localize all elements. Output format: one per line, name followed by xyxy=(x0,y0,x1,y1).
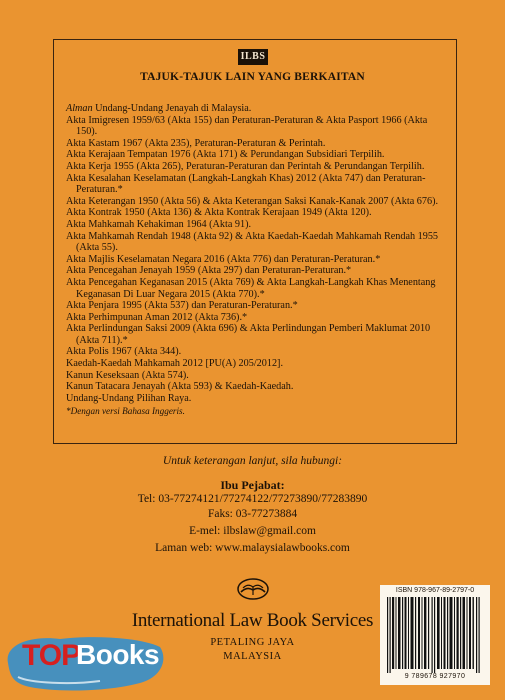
email-line: E-mel: ilbslaw@gmail.com xyxy=(189,525,316,537)
list-item: Kanun Keseksaan (Akta 574). xyxy=(66,369,189,381)
list-item-prefix: Alman xyxy=(66,103,93,114)
publisher-name: International Law Book Services xyxy=(131,610,374,631)
list-item: Akta Mahkamah Kehakiman 1964 (Akta 91). xyxy=(66,218,252,230)
list-item: Akta Kerja 1955 (Akta 265), Peraturan-Peraturan dan Perintah & Perundangan Terpilih. xyxy=(66,160,425,172)
isbn-label: ISBN 978-967-89-2797-0 xyxy=(395,587,475,594)
publisher-city: PETALING JAYA xyxy=(210,637,295,648)
list-item: Kaedah-Kaedah Mahkamah 2012 [PU(A) 205/2012]. xyxy=(66,358,283,370)
list-item: Akta Keterangan 1950 (Akta 56) & Akta Keterangan Saksi Kanak-Kanak 2007 (Akta 676). xyxy=(66,195,439,207)
telephone-line: Tel: 03-77274121/77274122/77273890/77283890 xyxy=(137,493,368,505)
list-item: Akta Kerajaan Tempatan 1976 (Akta 171) & Perundangan Subsidiari Terpilih. xyxy=(66,149,385,161)
list-item: Akta Mahkamah Rendah 1948 (Akta 92) & Akta Kaedah-Kaedah Mahkamah Rendah 1955 (Akta 55). xyxy=(66,230,439,254)
list-item: Akta Perlindungan Saksi 2009 (Akta 696) & Akta Perlindungan Pemberi Maklumat 2010 (Akta 711).* xyxy=(66,323,431,346)
list-item: Undang-Undang Pilihan Raya. xyxy=(66,392,192,404)
list-item: Akta Majlis Keselamatan Negara 2016 (Akta 776) dan Peraturan-Peraturan.* xyxy=(66,253,381,265)
list-item: Alman Undang-Undang Jenayah di Malaysia. xyxy=(66,103,252,114)
barcode-bars xyxy=(385,597,485,673)
list-item: Kanun Tatacara Jenayah (Akta 593) & Kaedah-Kaedah. xyxy=(66,381,294,393)
website-line: Laman web: www.malaysialawbooks.com xyxy=(155,542,350,554)
list-item: Akta Polis 1967 (Akta 344). xyxy=(66,346,182,358)
fax-line: Faks: 03-77273884 xyxy=(207,508,298,520)
barcode-digits: 9 789678 927970 xyxy=(404,673,466,680)
list-item: Akta Imigresen 1959/63 (Akta 155) dan Peraturan-Peraturan & Akta Pasport 1966 (Akta 150). xyxy=(66,114,428,138)
list-item: Akta Perhimpunan Aman 2012 (Akta 736).* xyxy=(66,311,248,323)
topbooks-watermark xyxy=(0,633,170,695)
list-item: Akta Pencegahan Keganasan 2015 (Akta 769) & Akta Langkah-Langkah Khas Menentang Keganasan Di Luar Negara 2015 (Akta 770).* xyxy=(66,276,436,300)
section-title: TAJUK-TAJUK LAIN YANG BERKAITAN xyxy=(140,71,365,83)
list-item: Akta Pencegahan Jenayah 1959 (Akta 297) dan Peraturan-Peraturan.* xyxy=(66,265,352,277)
open-book-logo-icon xyxy=(236,577,270,601)
head-office-label: Ibu Pejabat: xyxy=(220,478,285,492)
list-item: Akta Penjara 1995 (Akta 537) dan Peraturan-Peraturan.* xyxy=(66,300,298,312)
contact-intro: Untuk keterangan lanjut, sila hubungi: xyxy=(162,455,343,467)
barcode xyxy=(380,585,490,685)
watermark-word-top: TOP xyxy=(22,639,81,672)
publisher-country: MALAYSIA xyxy=(223,651,282,662)
list-item: Akta Kastam 1967 (Akta 235), Peraturan-Peraturan & Perintah. xyxy=(66,137,326,149)
publisher-tag: ILBS xyxy=(238,49,268,65)
footnote: *Dengan versi Bahasa Inggeris. xyxy=(66,406,185,417)
related-titles-list xyxy=(66,103,446,427)
watermark-word-books: Books xyxy=(76,639,160,670)
list-item: Akta Kontrak 1950 (Akta 136) & Akta Kontrak Kerajaan 1949 (Akta 120). xyxy=(66,207,372,219)
list-item: Akta Kesalahan Keselamatan (Langkah-Langkah Khas) 2012 (Akta 747) dan Peraturan-Peraturan.* xyxy=(66,172,426,196)
